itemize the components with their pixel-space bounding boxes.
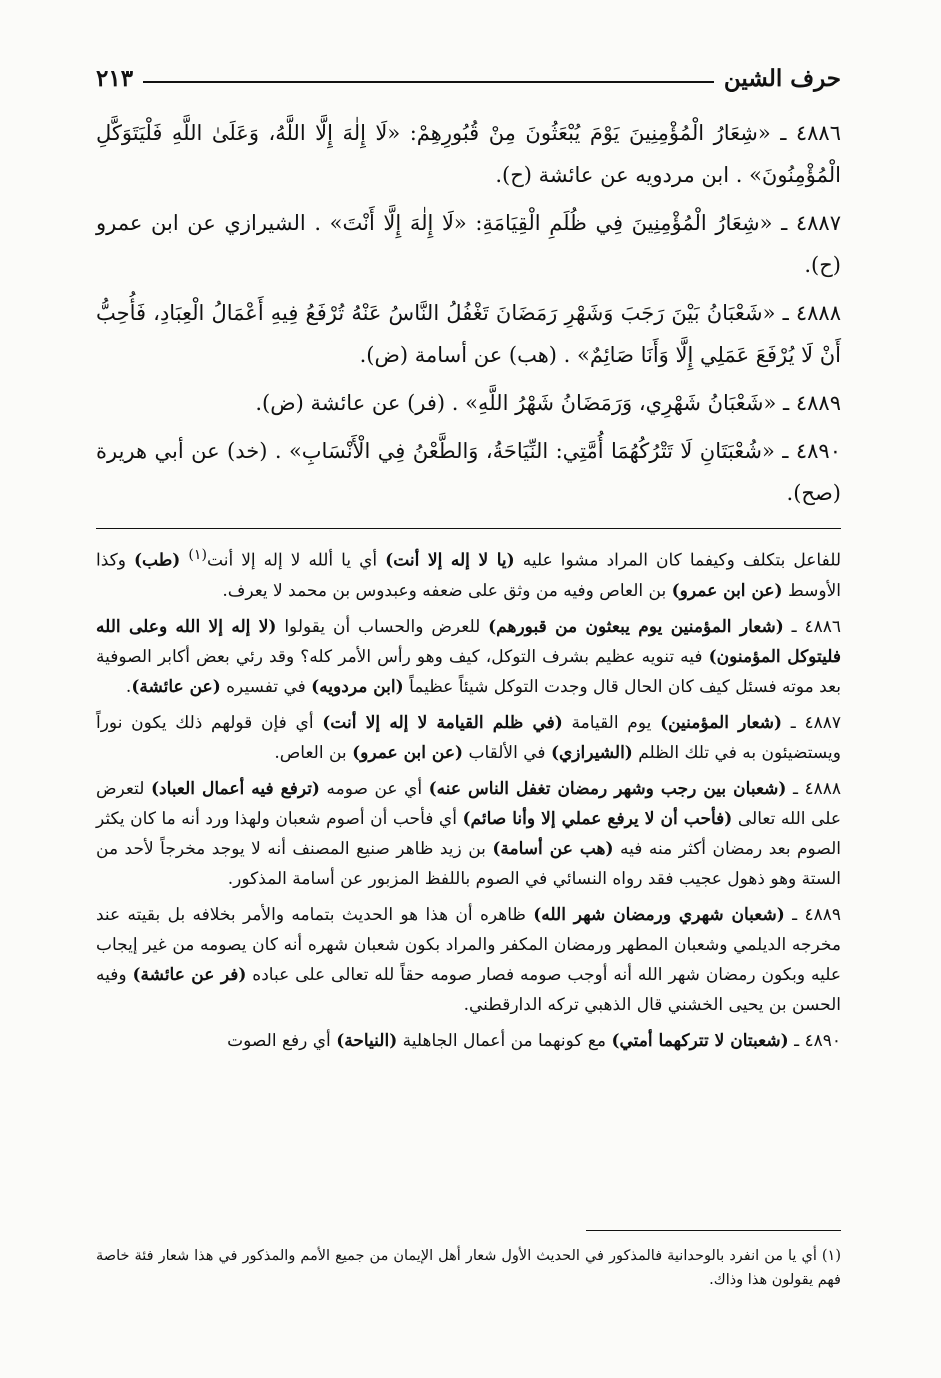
footnote-section (96, 1244, 841, 1292)
footnote-1: (١) أي يا من انفرد بالوحدانية فالمذكور في الحديث الأول شعار أهل الإيمان من جميع الأمم والمذكور في هذا شعار فئة خاصة فهم يقولون هذا وذاك. (96, 1248, 841, 1288)
hadith-4887: ٤٨٨٧ ـ «شِعَارُ الْمُؤْمِنِينَ فِي ظُلَمِ الْقِيَامَةِ: «لَا إِلٰهَ إِلَّا أَنْتَ» . الشيرازي عن ابن عمرو (ح). (96, 211, 841, 277)
commentary-4887: ٤٨٨٧ ـ (شعار المؤمنين) يوم القيامة (في ظلم القيامة لا إله إلا أنت) أي فإن قولهم ذلك يكون نوراً ويستضيئون به في تلك الظلم (الشيرازي) في الألقاب (عن ابن عمرو) بن العاص. (96, 712, 841, 763)
header-rule (143, 81, 714, 83)
hadith-4886: ٤٨٨٦ ـ «شِعَارُ الْمُؤْمِنِينَ يَوْمَ يُبْعَثُونَ مِنْ قُبُورِهِمْ: «لَا إِلٰهَ إِلَّا اللَّهُ، وَعَلَىٰ اللَّهِ فَلْيَتَوَكَّلِ الْمُؤْمِنُونَ» . ابن مردويه عن عائشة (ح). (96, 121, 841, 187)
running-header (96, 58, 841, 92)
commentary-intro: للفاعل بتكلف وكيفما كان المراد مشوا عليه (يا لا إله إلا أنت) أي يا ألله لا إله إلا أنت$^{(١)}$ (طب) وكذا الأوسط (عن ابن عمرو) بن العاص وفيه من وثق على ضعفه وعبدوس بن محمد لا يعرف. (96, 547, 842, 601)
hadith-text-section (96, 112, 841, 520)
hadith-4888: ٤٨٨٨ ـ «شَعْبَانُ بَيْنَ رَجَبَ وَشَهْرِ رَمَضَانَ تَغْفُلُ النَّاسُ عَنْهُ تُرْفَعُ فِيهِ أَعْمَالُ الْعِبَادِ، فَأُحِبُّ أَنْ لَا يُرْفَعَ عَمَلِي إِلَّا وَأَنَا صَائِمٌ» . (هب) عن أسامة (ض). (96, 301, 841, 367)
commentary-4890: ٤٨٩٠ ـ (شعبتان لا تتركهما أمتي) مع كونهما من أعمال الجاهلية (النياحة) أي رفع الصوت (227, 1030, 841, 1051)
footnote-marker: (١) (188, 547, 208, 563)
commentary-4889: ٤٨٨٩ ـ (شعبان شهري ورمضان شهر الله) ظاهره أن هذا هو الحديث بتمامه والأمر بخلافه بل بقيته عند مخرجه الديلمي وشعبان المطهر ورمضان المكفر والمراد بكون شعبان شهره أنه كان يصومه من غير إيجاب عليه وبكون رمضان شهر الله أنه أوجب صومه فصار صومه حقاً لله تعالى على عباده (فر عن عائشة) وفيه الحسن بن يحيى الخشني قال الذهبي تركه الدارقطني. (96, 904, 841, 1015)
commentary-4886: ٤٨٨٦ ـ (شعار المؤمنين يوم يبعثون من قبورهم) للعرض والحساب أن يقولوا (لا إله إلا الله وعلى الله فليتوكل المؤمنون) فيه تنويه عظيم بشرف التوكل، كيف وهو رأس الأمر كله؟ وقد رئي بعض أكابر الصوفية بعد موته فسئل كيف كان الحال قال وجدت التوكل شيئاً عظيماً (ابن مردويه) في تفسيره (عن عائشة). (96, 616, 841, 697)
chapter-title: حرف الشين (723, 65, 841, 92)
hadith-4890: ٤٨٩٠ ـ «شُعْبَتَانِ لَا تَتْرُكُهُمَا أُمَّتِي: النِّيَاحَةُ، وَالطَّعْنُ فِي الْأَنْسَابِ» . (خد) عن أبي هريرة (صح). (96, 439, 841, 505)
commentary-section (96, 540, 841, 1062)
hadith-4889: ٤٨٨٩ ـ «شَعْبَانُ شَهْرِي، وَرَمَضَانُ شَهْرُ اللَّهِ» . (فر) عن عائشة (ض). (255, 391, 841, 415)
commentary-4888: ٤٨٨٨ ـ (شعبان بين رجب وشهر رمضان تغفل الناس عنه) أي عن صومه (ترفع فيه أعمال العباد) لتعرض على الله تعالى (فأحب أن لا يرفع عملي إلا وأنا صائم) أي فأحب أن أصوم شعبان ولهذا ورد أنه ما كان يكثر الصوم بعد رمضان أكثر منه فيه (هب عن أسامة) بن زيد ظاهر صنيع المصنف أنه لا يوجد مخرجاً لأحد من الستة وهو ذهول عجيب فقد رواه النسائي في الصوم باللفظ المزبور عن أسامة المذكور. (96, 778, 842, 889)
page-number: ٢١٣ (96, 65, 134, 92)
footnote-separator (586, 1230, 841, 1231)
commentary-separator (96, 528, 841, 529)
